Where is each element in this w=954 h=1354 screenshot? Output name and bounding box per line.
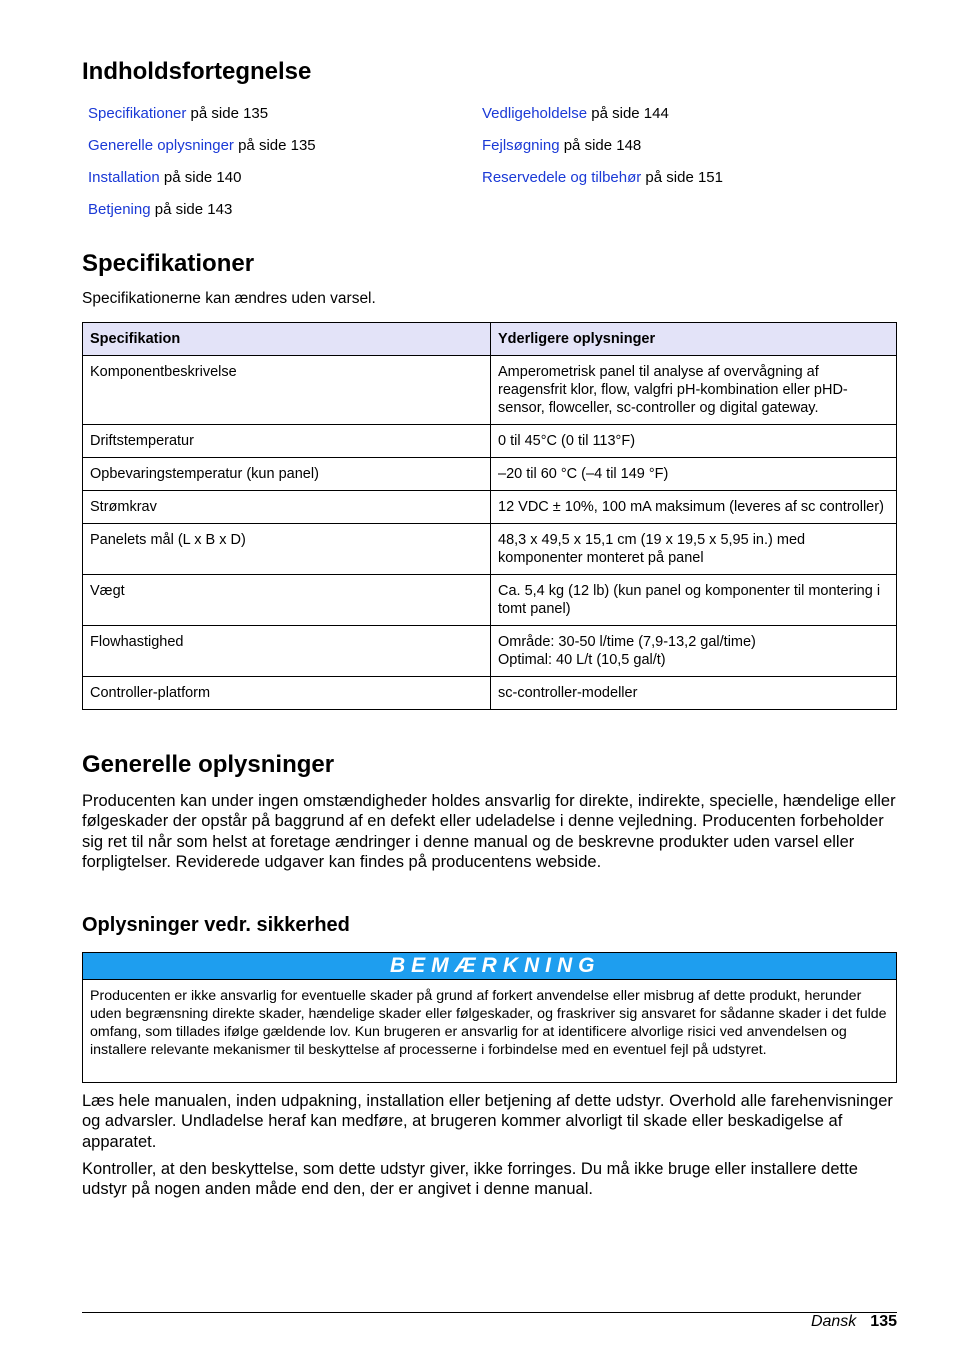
toc-link-generelle-oplysninger[interactable]: Generelle oplysninger xyxy=(88,137,234,154)
toc-item xyxy=(88,200,316,232)
specs-title: Specifikationer xyxy=(82,250,255,277)
table-row xyxy=(83,626,897,677)
table-row xyxy=(83,524,897,575)
spec-value: 0 til 45°C (0 til 113°F) xyxy=(491,425,897,458)
spec-name: Komponentbeskrivelse xyxy=(83,356,491,425)
toc-page-ref: på side 144 xyxy=(587,105,669,122)
toc-item xyxy=(482,136,723,168)
spec-name: Panelets mål (L x B x D) xyxy=(83,524,491,575)
footer-language: Dansk xyxy=(810,1313,857,1330)
spec-value: Ca. 5,4 kg (12 lb) (kun panel og komponenter til montering i tomt panel) xyxy=(491,575,897,626)
toc-item xyxy=(482,104,723,136)
general-text: Producenten kan under ingen omstændigheder holdes ansvarlig for direkte, indirekte, specielle, hændelige eller følgeskader der opstår på baggrund af en defekt eller udeladelse i denne vejledning. Producenten forbeholder sig ret til når som helst at foretage ændringer i denne manual og de beskrevne produkter uden varsel eller forpligtelser. Reviderede udgaver kan findes på producentens webside. xyxy=(82,792,896,872)
toc-column-right xyxy=(482,104,723,200)
toc-link-installation[interactable]: Installation xyxy=(88,169,160,186)
spec-name: Vægt xyxy=(83,575,491,626)
general-title: Generelle oplysninger xyxy=(82,751,335,778)
toc-page-ref: på side 135 xyxy=(186,105,269,122)
toc-page-ref: på side 135 xyxy=(233,137,316,154)
spec-name: Strømkrav xyxy=(83,491,491,524)
spec-value: Amperometrisk panel til analyse af overvågning af reagensfrit klor, flow, valgfri pH-kombination eller pHD-sensor, flowceller, sc-controller og digital gateway. xyxy=(491,356,897,425)
spec-value: 48,3 x 49,5 x 15,1 cm (19 x 19,5 x 5,95 in.) med komponenter monteret på panel xyxy=(491,524,897,575)
safety-paragraph-2: Kontroller, at den beskyttelse, som dette udstyr giver, ikke forringes. Du må ikke bruge eller installere dette udstyr på nogen anden måde end den, der er angivet i denne manual. xyxy=(82,1160,858,1199)
toc-page-ref: på side 148 xyxy=(559,137,642,154)
toc-link-fejlsogning[interactable]: Fejlsøgning xyxy=(482,137,560,154)
toc-link-specifikationer[interactable]: Specifikationer xyxy=(88,105,187,122)
spec-name: Driftstemperatur xyxy=(83,425,491,458)
safety-paragraph-1: Læs hele manualen, inden udpakning, installation eller betjening af dette udstyr. Overhold alle farehenvisninger og advarsler. Undladelse heraf kan medføre, at brugeren kommer alvorligt til skade eller beskadigelse af apparatet. xyxy=(82,1092,893,1151)
spec-value: –20 til 60 °C (–4 til 149 °F) xyxy=(491,458,897,491)
specs-intro: Specifikationerne kan ændres uden varsel. xyxy=(82,290,376,307)
table-row xyxy=(83,491,897,524)
safety-title: Oplysninger vedr. sikkerhed xyxy=(82,914,350,936)
toc-column-left xyxy=(88,104,316,232)
toc-link-betjening[interactable]: Betjening xyxy=(88,201,151,218)
spec-name: Controller-platform xyxy=(83,677,491,710)
table-row xyxy=(83,356,897,425)
table-row xyxy=(83,458,897,491)
table-row xyxy=(83,677,897,710)
footer-divider xyxy=(82,1312,897,1313)
toc-item xyxy=(88,136,316,168)
toc-item xyxy=(88,168,316,200)
toc-title: Indholdsfortegnelse xyxy=(82,58,312,85)
toc-page-ref: på side 140 xyxy=(159,169,242,186)
toc-link-reservedele[interactable]: Reservedele og tilbehør xyxy=(482,169,642,186)
notice-box xyxy=(82,952,897,1083)
page-number: 135 xyxy=(870,1313,897,1330)
spec-value: Område: 30-50 l/time (7,9-13,2 gal/time) Optimal: 40 L/t (10,5 gal/t) xyxy=(491,626,897,677)
toc-item xyxy=(482,168,723,200)
spec-value: 12 VDC ± 10%, 100 mA maksimum (leveres af sc controller) xyxy=(491,491,897,524)
table-header-row xyxy=(83,323,897,356)
spec-name: Flowhastighed xyxy=(83,626,491,677)
toc-item xyxy=(88,104,316,136)
toc-page-ref: på side 143 xyxy=(150,201,233,218)
column-header-details: Yderligere oplysninger xyxy=(491,323,897,356)
notice-label: BEMÆRKNING xyxy=(83,953,896,980)
table-row xyxy=(83,425,897,458)
toc-page-ref: på side 151 xyxy=(641,169,723,186)
spec-table xyxy=(82,322,897,710)
toc-link-vedligeholdelse[interactable]: Vedligeholdelse xyxy=(482,105,588,122)
spec-name: Opbevaringstemperatur (kun panel) xyxy=(83,458,491,491)
spec-value: sc-controller-modeller xyxy=(491,677,897,710)
footer xyxy=(811,1312,897,1332)
column-header-specification: Specifikation xyxy=(83,323,491,356)
notice-text: Producenten er ikke ansvarlig for eventuelle skader på grund af forkert anvendelse eller misbrug af dette produkt, herunder uden begrænsning direkte skader, hændelige skader eller følgeskader, og fraskriver sig ansvaret for sådanne skader i det fulde omfang, som tillades ifølge gældende lov. Kun brugeren er ansvarlig for at identificere alvorlige risici ved anvendelsen og installere relevante mekanismer til beskyttelse af processerne i forbindelse med en eventuel fejl på udstyret. xyxy=(90,988,887,1058)
table-row xyxy=(83,575,897,626)
